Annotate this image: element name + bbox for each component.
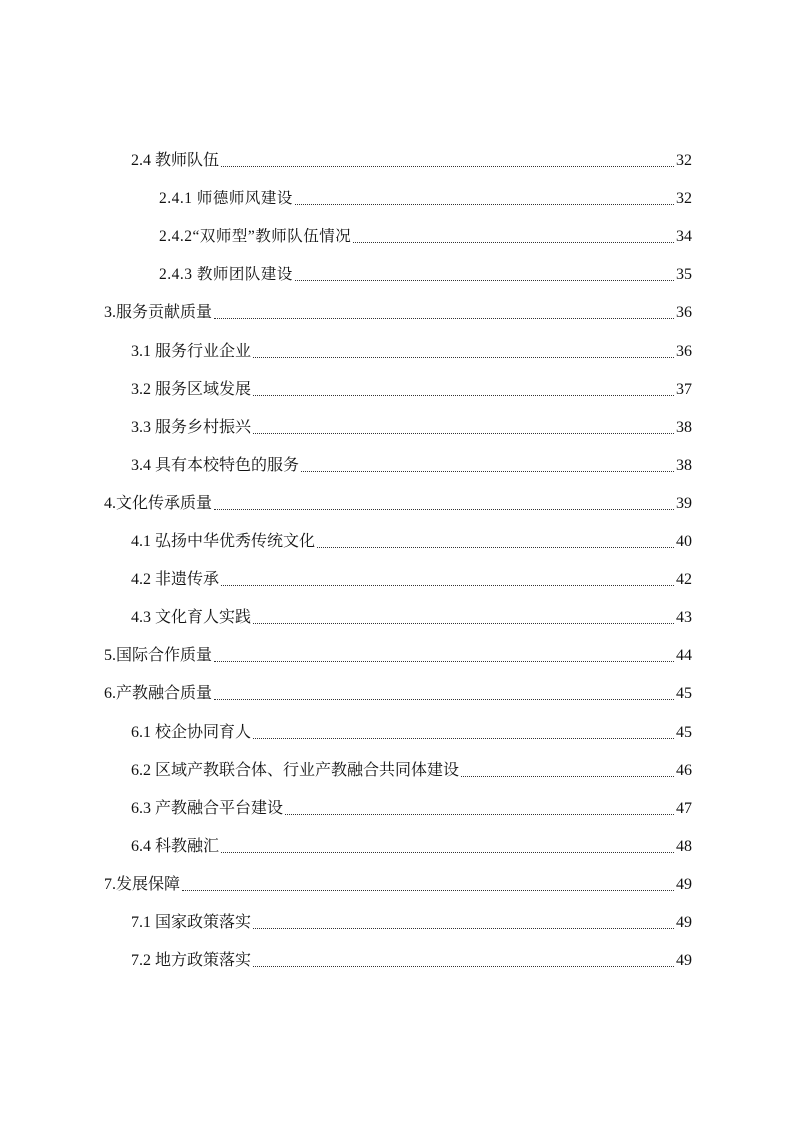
dot-leader [353, 242, 674, 243]
toc-entry[interactable] [131, 336, 692, 362]
toc-entry[interactable] [131, 374, 692, 400]
toc-entry-title: 3.2 服务区域发展 [131, 380, 252, 398]
dot-leader [214, 661, 674, 662]
dot-leader [317, 547, 674, 548]
toc-entry-page-number: 42 [676, 571, 692, 589]
dot-leader [253, 966, 674, 967]
toc-entry-page-number: 40 [676, 533, 692, 550]
dot-leader [253, 928, 674, 929]
dot-leader [295, 204, 674, 205]
toc-entry-page-number: 37 [676, 380, 692, 398]
toc-entry[interactable] [131, 602, 692, 628]
dot-leader [301, 471, 674, 472]
dot-leader [253, 738, 674, 739]
toc-entry[interactable] [104, 678, 692, 704]
toc-entry-title: 4.文化传承质量 [104, 494, 213, 512]
toc-entry-page-number: 49 [676, 952, 692, 970]
toc-entry-page-number: 39 [676, 494, 692, 512]
toc-entry-title: 7.发展保障 [104, 875, 181, 893]
toc-entry-page-number: 49 [676, 914, 692, 931]
dot-leader [221, 166, 674, 167]
toc-entry-title: 3.4 具有本校特色的服务 [131, 456, 300, 474]
toc-entry-page-number: 49 [676, 875, 692, 893]
toc-entry-page-number: 45 [676, 723, 692, 741]
toc-entry-title: 2.4 教师队伍 [131, 152, 220, 169]
toc-entry-page-number: 36 [676, 304, 692, 322]
toc-entry[interactable] [131, 412, 692, 438]
toc-entry-page-number: 36 [676, 342, 692, 360]
toc-entry[interactable] [104, 297, 692, 323]
dot-leader [253, 623, 674, 624]
toc-entry[interactable] [131, 450, 692, 476]
dot-leader [253, 433, 674, 434]
toc-entry-page-number: 46 [676, 761, 692, 779]
toc-entry-title: 3.服务贡献质量 [104, 304, 213, 322]
toc-entry-title: 6.3 产教融合平台建设 [131, 799, 284, 817]
toc-entry-page-number: 45 [676, 685, 692, 703]
toc-entry[interactable] [131, 145, 692, 171]
toc-entry[interactable] [104, 488, 692, 514]
dot-leader [253, 395, 674, 396]
toc-entry[interactable] [131, 907, 692, 933]
toc-entry[interactable] [104, 640, 692, 666]
dot-leader [221, 852, 674, 853]
dot-leader [285, 814, 674, 815]
toc-entry-title: 3.3 服务乡村振兴 [131, 418, 252, 436]
toc-entry-title: 7.1 国家政策落实 [131, 914, 252, 931]
toc-entry-title: 6.4 科教融汇 [131, 837, 220, 855]
toc-entry-page-number: 43 [676, 609, 692, 627]
toc-entry-title: 4.3 文化育人实践 [131, 609, 252, 627]
toc-entry[interactable] [131, 717, 692, 743]
toc-entry-title: 5.国际合作质量 [104, 647, 213, 665]
toc-entry-title: 7.2 地方政策落实 [131, 952, 252, 970]
toc-entry[interactable] [131, 793, 692, 819]
toc-entry-page-number: 38 [676, 456, 692, 474]
toc-entry-page-number: 35 [676, 266, 692, 284]
toc-entry-page-number: 48 [676, 837, 692, 855]
toc-entry[interactable] [131, 564, 692, 590]
toc-entry-title: 2.4.1 师德师风建设 [159, 190, 293, 208]
dot-leader [221, 585, 674, 586]
toc-entry-page-number: 44 [676, 647, 692, 665]
toc-entry-title: 4.1 弘扬中华优秀传统文化 [131, 533, 316, 550]
dot-leader [295, 280, 674, 281]
toc-entry[interactable] [131, 945, 692, 971]
toc-entry-page-number: 32 [676, 190, 692, 208]
toc-entry[interactable] [159, 259, 692, 285]
toc-entry-page-number: 47 [676, 799, 692, 817]
dot-leader [214, 318, 674, 319]
toc-entry-page-number: 38 [676, 418, 692, 436]
toc-entry-title: 6.2 区域产教联合体、行业产教融合共同体建设 [131, 761, 460, 779]
toc-entry[interactable] [131, 831, 692, 857]
dot-leader [253, 357, 674, 358]
toc-entry[interactable] [131, 526, 692, 552]
dot-leader [214, 699, 674, 700]
toc-entry-page-number: 34 [676, 228, 692, 246]
toc-entry-title: 6.产教融合质量 [104, 685, 213, 703]
dot-leader [214, 509, 674, 510]
toc-entry-title: 4.2 非遗传承 [131, 571, 220, 589]
toc-entry[interactable] [104, 869, 692, 895]
dot-leader [182, 890, 674, 891]
dot-leader [461, 776, 674, 777]
toc-entry[interactable] [131, 755, 692, 781]
toc-entry-title: 2.4.3 教师团队建设 [159, 266, 293, 284]
toc-entry[interactable] [159, 183, 692, 209]
toc-entry-page-number: 32 [676, 152, 692, 169]
toc-entry[interactable] [159, 221, 692, 247]
toc-entry-title: 6.1 校企协同育人 [131, 723, 252, 741]
toc-entry-title: 3.1 服务行业企业 [131, 342, 252, 360]
toc-entry-title: 2.4.2“双师型”教师队伍情况 [159, 228, 352, 246]
